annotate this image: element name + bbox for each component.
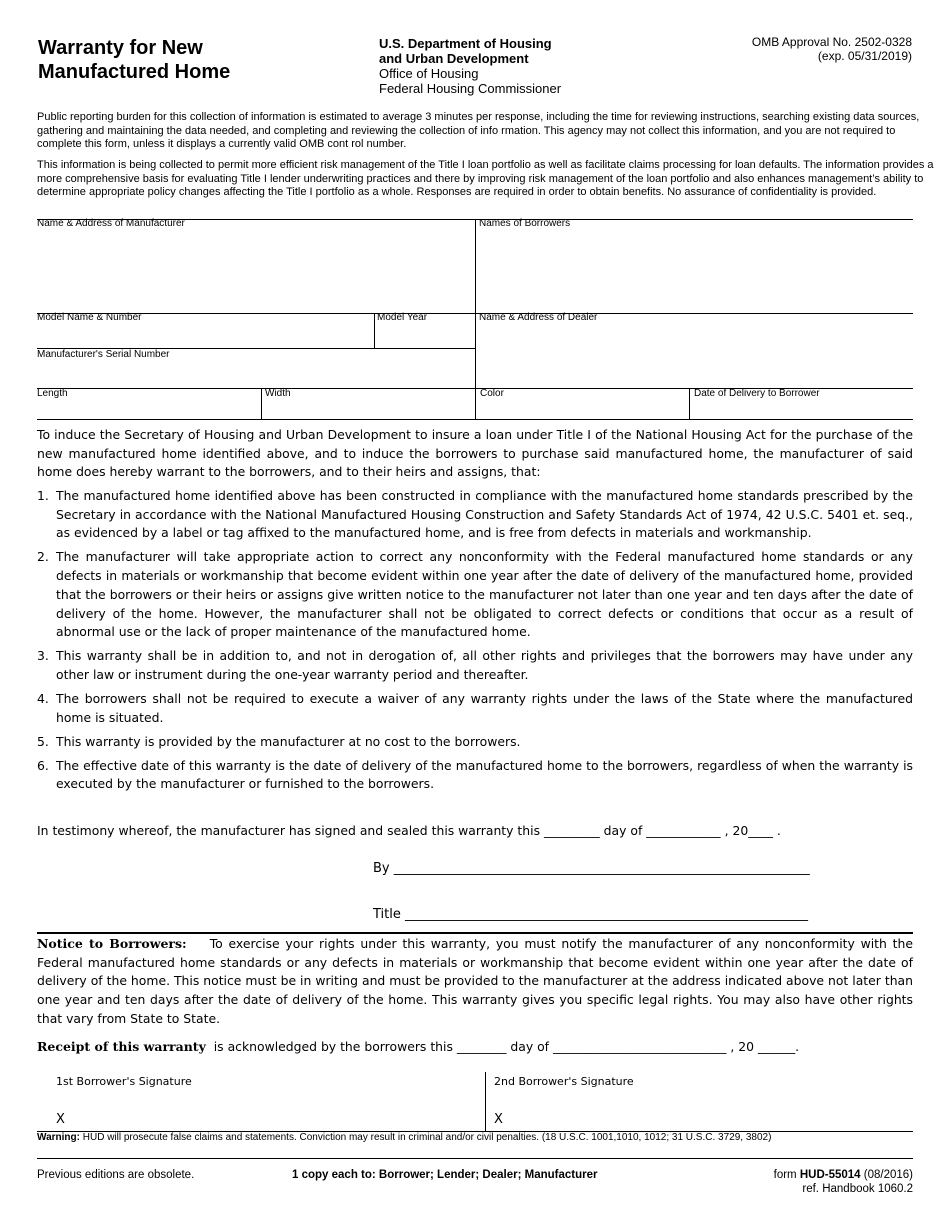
delivery-date-label: Date of Delivery to Borrower xyxy=(694,388,820,399)
warning-statement xyxy=(37,1132,917,1143)
grid-line-model-year xyxy=(374,313,375,348)
form-number-line xyxy=(653,1168,913,1182)
model-year-label: Model Year xyxy=(377,312,428,323)
notice-heading: Notice to Borrowers: xyxy=(37,936,187,951)
notice-text: To exercise your rights under this warranty, you must notify the manufacturer of any nonconformity with the Federal manufactured home standards or any defects in materials or workmanship that become evident within one year after the date of delivery of the home. This notice must be in writing and must be provided to the manufacturer at the address indicated above not later than one year and ten days after the date of delivery of the home. This warranty gives you specific legal rights. You may also have other rights that vary from State to State. xyxy=(37,936,913,1026)
borrower-names-label: Names of Borrowers xyxy=(479,218,571,229)
length-field[interactable] xyxy=(40,401,258,418)
length-label: Length xyxy=(37,388,68,399)
warranty-intro: To induce the Secretary of Housing and Urban Development to insure a loan under Title I of the National Housing Act for the purchase of the new manufactured home identified above, and to induce the borrowers to purchase said manufactured home, the manufacturer of said home does hereby warrant to the borrowers, and to their heirs and assigns, that: xyxy=(37,427,913,480)
manufacturer-address-field[interactable] xyxy=(40,232,470,310)
testimony-statement[interactable]: In testimony whereof, the manufacturer has signed and sealed this warranty this _________ day of ____________ , 20____ . xyxy=(37,823,781,838)
manufacturer-address-label: Name & Address of Manufacturer xyxy=(37,218,185,229)
warranty-item-text: The effective date of this warranty is the date of delivery of the manufactured home to the borrowers, regardless of when the warranty is executed by the manufacturer or furnished to the borrowers. xyxy=(56,757,913,792)
agency-office: Office of Housing xyxy=(379,66,479,81)
copy-distribution: 1 copy each to: Borrower; Lender; Dealer; Manufacturer xyxy=(292,1169,598,1181)
obsolete-notice: Previous editions are obsolete. xyxy=(37,1169,195,1181)
color-label: Color xyxy=(480,388,504,399)
form-identifier xyxy=(653,1168,913,1196)
notice-divider xyxy=(37,932,913,934)
agency-name-line2: and Urban Development xyxy=(379,51,529,66)
form-date: (08/2016) xyxy=(863,1169,913,1181)
color-field[interactable] xyxy=(480,401,686,418)
warranty-item xyxy=(37,757,913,794)
warranty-item-number: 4. xyxy=(37,690,49,706)
width-field[interactable] xyxy=(266,401,472,418)
warranty-item xyxy=(37,548,913,642)
receipt-acknowledgement[interactable] xyxy=(37,1038,913,1057)
warranty-item-text: This warranty shall be in addition to, and not in derogation of, all other rights and privileges that the borrowers may have under any other law or instrument during the one-year warranty period and thereafter. xyxy=(56,648,913,682)
warranty-item-text: The manufacturer will take appropriate action to correct any nonconformity with the Federal manufactured home standards or any defects in materials or workmanship that become evident within one year after the date of delivery of the manufactured home, provided that the borrowers or their heirs or assigns give written notice to the manufacturer not later than one year and ten days after the date of delivery of the home. However, the manufacturer shall not be obligated to correct defects or conditions that occur as a result of abnormal use or the lack of proper maintenance of the manufactured home. xyxy=(56,549,913,640)
omb-number: OMB Approval No. 2502-0328 xyxy=(751,35,912,49)
warranty-item xyxy=(37,487,913,543)
first-borrower-signature-mark[interactable]: X xyxy=(56,1112,65,1127)
warranty-items xyxy=(37,487,913,799)
signer-title-line[interactable]: Title ______________________________________________________________ xyxy=(373,907,808,922)
footer-divider xyxy=(37,1158,913,1159)
warranty-item-number: 3. xyxy=(37,648,49,664)
purpose-statement: This information is being collected to permit more efficient risk management of the Title I loan portfolio as well as facilitate claims processing for loan defaults. The information provides a more comprehensive basis for evaluating Title I lender underwriting practices and there by improving risk management of the loan portfolio and also enhances management’s ability to determine appropriate policy changes affecting the Title I portfolio as a whole. Responses are required in order to obtain benefits. No assurance of confidentiality is provided. xyxy=(37,159,934,198)
agency-commissioner: Federal Housing Commissioner xyxy=(379,81,562,96)
serial-number-label: Manufacturer's Serial Number xyxy=(37,349,170,360)
grid-line-delivery xyxy=(689,388,690,420)
grid-line-width xyxy=(261,388,262,420)
second-borrower-signature-label: 2nd Borrower's Signature xyxy=(494,1075,634,1088)
first-borrower-signature-label: 1st Borrower's Signature xyxy=(56,1075,192,1088)
second-borrower-signature-mark[interactable]: X xyxy=(494,1112,503,1127)
grid-line-center xyxy=(475,219,476,420)
form-number: HUD-55014 xyxy=(799,1169,861,1181)
warning-text: HUD will prosecute false claims and statements. Conviction may result in criminal and/or civil penalties. (18 U.S.C. 1001,1010, 1012; 31 U.S.C. 3729, 3802) xyxy=(82,1132,772,1143)
warranty-item-number: 2. xyxy=(37,549,49,565)
signature-divider xyxy=(485,1072,486,1132)
model-name-label: Model Name & Number xyxy=(37,312,142,323)
grid-line-bottom xyxy=(37,419,913,420)
warranty-item-number: 5. xyxy=(37,733,49,749)
warranty-item-text: The manufactured home identified above has been constructed in compliance with the manufactured home standards prescribed by the Secretary in accordance with the National Manufactured Housing Construction and Safety Standards Act of 1974, 42 U.S.C. 5401 et. seq., as evidenced by a label or tag affixed to the manufactured home, and is free from defects in materials and workmanship. xyxy=(56,488,913,541)
omb-expiration: (exp. 05/31/2019) xyxy=(817,49,912,63)
warranty-item xyxy=(37,647,913,684)
warning-label: Warning: xyxy=(37,1132,80,1143)
warranty-item-number: 1. xyxy=(37,488,49,503)
borrower-names-field[interactable] xyxy=(480,232,910,310)
warranty-item xyxy=(37,690,913,727)
agency-block xyxy=(379,36,639,96)
receipt-text: is acknowledged by the borrowers this ________ day of ____________________________ , 20 ______. xyxy=(213,1039,800,1054)
width-label: Width xyxy=(265,388,291,399)
handbook-reference: ref. Handbook 1060.2 xyxy=(802,1183,913,1195)
warranty-item xyxy=(37,733,913,752)
grid-line-row1 xyxy=(37,313,913,314)
model-name-field[interactable] xyxy=(40,326,370,346)
delivery-date-field[interactable] xyxy=(694,401,910,418)
form-title-line2: Manufactured Home xyxy=(38,61,231,83)
form-title xyxy=(38,36,338,84)
receipt-heading: Receipt of this warranty xyxy=(37,1039,206,1054)
agency-name-line1: U.S. Department of Housing xyxy=(379,36,552,51)
notice-to-borrowers xyxy=(37,935,913,1029)
dealer-address-field[interactable] xyxy=(480,326,910,386)
signed-by-line[interactable]: By ________________________________________________________________ xyxy=(373,861,810,876)
warranty-item-text: This warranty is provided by the manufacturer at no cost to the borrowers. xyxy=(56,733,521,749)
model-year-field[interactable] xyxy=(378,326,472,346)
burden-statement: Public reporting burden for this collection of information is estimated to average 3 minutes per response, including the time for reviewing instructions, searching existing data sources, gathering and maintaining the data needed, and completing and reviewing the collection of info rmation. This agency may not collect this information, and you are not required to complete this form, unless it displays a currently valid OMB cont rol number. xyxy=(37,111,920,150)
warranty-item-number: 6. xyxy=(37,757,49,773)
omb-approval xyxy=(652,35,912,63)
dealer-address-label: Name & Address of Dealer xyxy=(479,312,598,323)
form-prefix: form xyxy=(773,1169,797,1181)
form-title-line1: Warranty for New xyxy=(38,37,203,59)
serial-number-field[interactable] xyxy=(40,363,470,386)
warranty-item-text: The borrowers shall not be required to execute a waiver of any warranty rights under the laws of the State where the manufactured home is situated. xyxy=(56,690,913,725)
